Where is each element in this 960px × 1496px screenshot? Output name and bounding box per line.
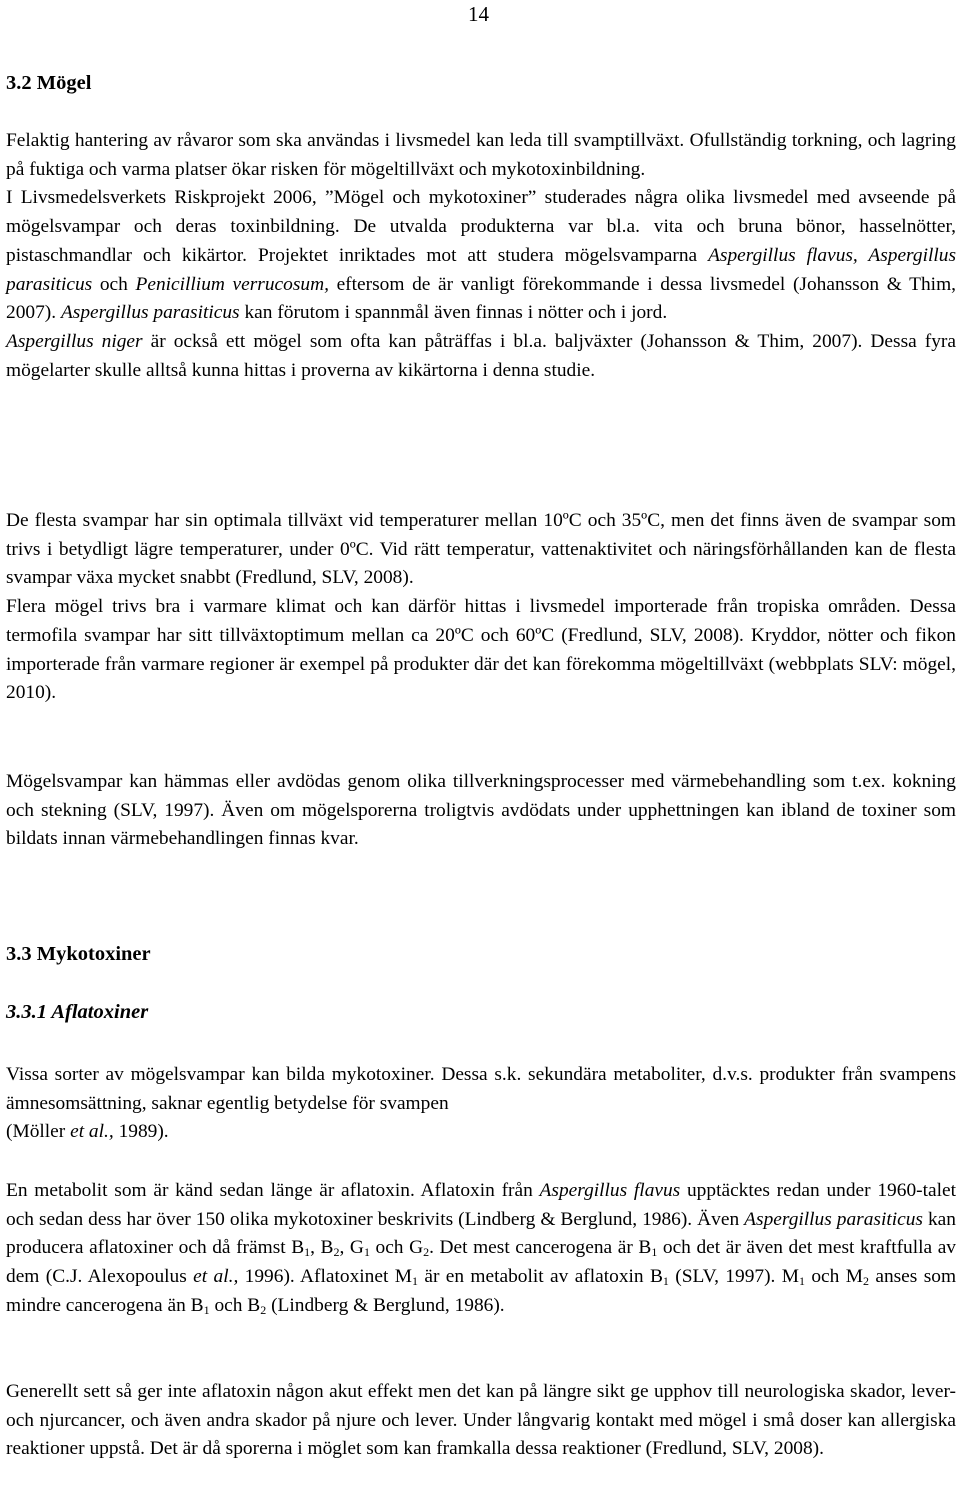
species-name: Aspergillus flavus <box>539 1180 681 1201</box>
paragraph-text: och det är även det mest kraftfulla av dem (C.J. Alexopoulus <box>6 1237 956 1288</box>
paragraph-text: Mögelsvampar kan hämmas eller avdödas genom olika tillverkningsprocesser med värmebehandling som t.ex. kokning och stekning (SLV, 1997). Även om mögelsporerna troligtvis avdödats under upphettningen kan ibland de toxiner som bildats innan värmebehandlingen finnas kvar. <box>6 771 956 850</box>
species-name: Aspergillus niger <box>6 330 143 352</box>
paragraph-text: eftersom de är vanligt förekommande i dessa livsmedel (Johansson & Thim, 2007). <box>6 273 957 324</box>
paragraph-text: upptäcktes redan under 1960-talet och sedan dess har över 150 olika mykotoxiner beskrivits (Lindberg & Berglund, 1986). Även <box>6 1180 956 1230</box>
subsection-heading-aflatoxiner: 3.3.1 Aflatoxiner <box>6 1001 149 1023</box>
subscript: 1 <box>411 1274 418 1289</box>
subscript: 1 <box>651 1245 658 1260</box>
paragraph-mogel-intro <box>6 127 956 385</box>
paragraph-text: kan producera aflatoxiner och då främst B <box>6 1208 956 1259</box>
subscript: 1 <box>363 1245 370 1260</box>
paragraph-text: , G <box>339 1237 364 1259</box>
section-heading-mogel: 3.2 Mögel <box>6 72 92 94</box>
subscript: 1 <box>799 1274 805 1289</box>
paragraph-text: och B <box>209 1294 261 1316</box>
paragraph-text: Vissa sorter av mögelsvampar kan bilda mykotoxiner. Dessa s.k. sekundära metaboliter, d.v.s. produkter från svampens ämnesomsättning, saknar egentlig betydelse för svampen <box>6 1064 956 1114</box>
paragraph-text: , B <box>310 1237 334 1259</box>
species-name: Penicillium verrucosum, <box>135 273 329 295</box>
subscript: 1 <box>662 1274 669 1289</box>
paragraph-text: (Lindberg & Berglund, 1986). <box>266 1294 505 1316</box>
paragraph-text: är en metabolit av aflatoxin B <box>417 1266 663 1288</box>
paragraph-text: Flera mögel trivs bra i varmare klimat och kan därför hittas i livsmedel importerade från tropiska områden. Dessa termofila svampar har sitt tillväxtoptimum mellan ca 20ºC och 60ºC (Fredlund, SLV, 2008). Kryddor, nötter och fikon importerade från varmare regioner är exempel på produkter där det kan förekomma mögeltillväxt (webbplats SLV: mögel, 2010). <box>6 596 956 704</box>
paragraph-text: (SLV, 1997). M <box>668 1266 799 1288</box>
species-name: Aspergillus parasiticus <box>744 1208 923 1230</box>
paragraph-text: anses som mindre cancerogena än B <box>6 1266 957 1316</box>
paragraph-text: Felaktig hantering av råvaror som ska användas i livsmedel kan leda till svamptillväxt. Ofullständig torkning, och lagring på fuktiga och varma platser ökar risken för mögeltillväxt och mykotoxinbildning. <box>6 130 956 180</box>
paragraph-text: 1996). Aflatoxinet M <box>238 1266 412 1288</box>
paragraph-metabolites <box>6 1061 956 1147</box>
paragraph-text: är också ett mögel som ofta kan påträffas i bl.a. baljväxter (Johansson & Thim, 2007). Dessa fyra mögelarter skulle alltså kunna hittas i proverna av kikärtorna i denna studie. <box>6 330 956 381</box>
species-name: Aspergillus flavus, Aspergillus parasiticus <box>6 244 956 295</box>
species-name: Aspergillus parasiticus <box>60 302 240 324</box>
paragraph-text: I Livsmedelsverkets Riskprojekt 2006, ”Mögel och mykotoxiner” studerades några olika livsmedel med avseende på mögelsvampar och deras toxinbildning. De utvalda produkterna var bl.a. vita och bruna bönor, hasselnötter, pistaschmandlar och kikärtor. Projektet inriktades mot att studera mögelsvamparna <box>6 187 956 266</box>
paragraph-text: och <box>92 273 136 295</box>
paragraph-text: och G <box>369 1237 424 1259</box>
subscript: 2 <box>333 1245 340 1260</box>
subscript: 2 <box>423 1245 430 1260</box>
paragraph-text: . Det mest cancerogena är B <box>429 1237 652 1259</box>
citation-etal: et al., <box>193 1266 239 1288</box>
page-number: 14 <box>468 2 489 26</box>
paragraph-temperature <box>6 507 956 708</box>
citation-etal: et al., <box>70 1121 114 1143</box>
subscript: 2 <box>260 1302 267 1317</box>
paragraph-health-effects <box>6 1378 956 1464</box>
paragraph-aflatoxin <box>6 1177 956 1321</box>
paragraph-text: Generellt sett så ger inte aflatoxin någon akut effekt men det kan på längre sikt ge upphov till neurologiska skador, lever- och njurcancer, och även andra skador på njure och lever. Under långvarig kontakt med mögel i små doser kan allergiska reaktioner uppstå. Det är då sporerna i möglet som kan framkalla dessa reaktioner (Fredlund, SLV, 2008). <box>6 1381 956 1460</box>
subscript: 1 <box>203 1302 210 1317</box>
subscript: 2 <box>862 1274 869 1289</box>
paragraph-text: (Möller <box>6 1121 71 1143</box>
paragraph-inhibition <box>6 768 956 854</box>
paragraph-text: 1989). <box>113 1121 169 1143</box>
paragraph-text: En metabolit som är känd sedan länge är aflatoxin. Aflatoxin från <box>6 1180 540 1201</box>
section-heading-mykotoxiner: 3.3 Mykotoxiner <box>6 943 151 965</box>
paragraph-text: kan förutom i spannmål även finnas i nötter och i jord. <box>239 302 668 324</box>
paragraph-text: De flesta svampar har sin optimala tillväxt vid temperaturer mellan 10ºC och 35ºC, men det finns även de svampar som trivs i betydligt lägre temperaturer, under 0ºC. Vid rätt temperatur, vattenaktivitet och näringsförhållanden kan de flesta svampar växa mycket snabbt (Fredlund, SLV, 2008). <box>6 510 956 589</box>
subscript: 1 <box>304 1245 311 1260</box>
paragraph-text: och M <box>805 1266 863 1288</box>
